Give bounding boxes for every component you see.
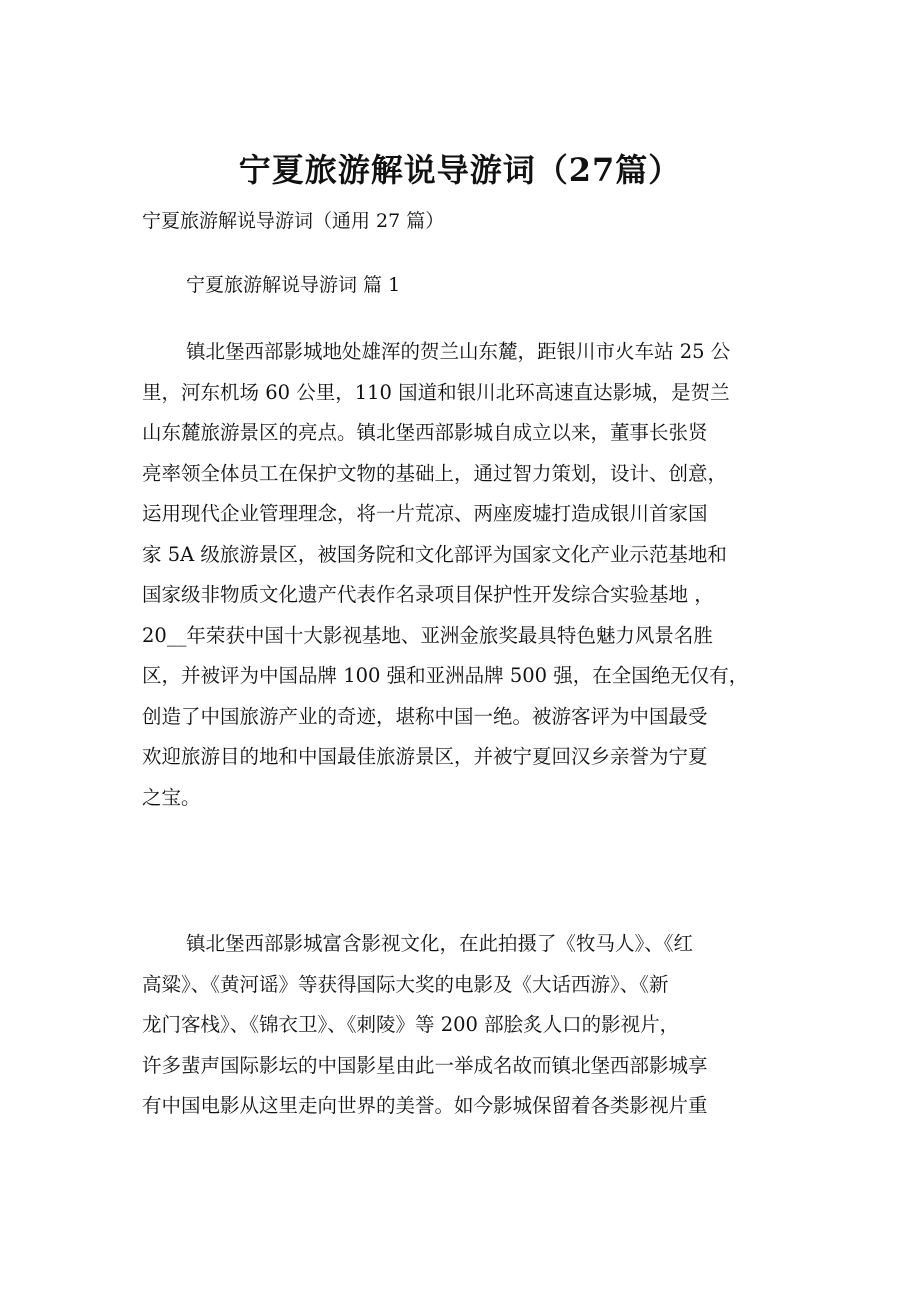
paragraph-line: 家 5A 级旅游景区，被国务院和文化部评为国家文化产业示范基地和 xyxy=(142,542,727,566)
paragraph-line: 创造了中国旅游产业的奇迹，堪称中国一绝。被游客评为中国最受 xyxy=(142,704,708,728)
paragraph-line: 许多蜚声国际影坛的中国影星由此一举成名故而镇北堡西部影城享 xyxy=(142,1053,708,1077)
paragraph-line: 里，河东机场 60 公里，110 国道和银川北环高速直达影城，是贺兰 xyxy=(142,380,730,404)
paragraph-line: 高粱》、《黄河谣》等获得国际大奖的电影及《大话西游》、《新 xyxy=(142,972,669,996)
paragraph-line: 镇北堡西部影城富含影视文化，在此拍摄了《牧马人》、《红 xyxy=(186,932,694,955)
section-heading: 宁夏旅游解说导游词 篇 1 xyxy=(186,274,401,296)
paragraph-line: 运用现代企业管理理念，将一片荒凉、两座废墟打造成银川首家国 xyxy=(142,502,708,525)
paragraph-line: 镇北堡西部影城地处雄浑的贺兰山东麓，距银川市火车站 25 公 xyxy=(186,340,731,363)
paragraph-line: 区，并被评为中国品牌 100 强和亚洲品牌 500 强，在全国绝无仅有， xyxy=(142,664,749,687)
document-subtitle: 宁夏旅游解说导游词（通用 27 篇） xyxy=(142,210,445,232)
paragraph-2 xyxy=(142,924,802,1127)
paragraph-line: 山东麓旅游景区的亮点。镇北堡西部影城自成立以来，董事长张贤 xyxy=(142,421,708,444)
paragraph-1 xyxy=(142,332,802,818)
paragraph-line: 亮率领全体员工在保护文物的基础上，通过智力策划，设计、创意， xyxy=(142,461,728,485)
paragraph-line: 20__年荣获中国十大影视基地、亚洲金旅奖最具特色魅力风景名胜 xyxy=(142,623,713,647)
paragraph-line: 有中国电影从这里走向世界的美誉。如今影城保留着各类影视片重 xyxy=(142,1094,708,1117)
paragraph-line: 之宝。 xyxy=(142,785,201,809)
paragraph-line: 欢迎旅游目的地和中国最佳旅游景区，并被宁夏回汉乡亲誉为宁夏 xyxy=(142,745,708,768)
paragraph-line: 龙门客栈》、《锦衣卫》、《刺陵》等 200 部脍炙人口的影视片， xyxy=(142,1013,680,1036)
paragraph-line: 国家级非物质文化遗产代表作名录项目保护性开发综合实验基地 ， xyxy=(142,583,714,606)
document-title: 宁夏旅游解说导游词（27篇） xyxy=(238,151,682,189)
